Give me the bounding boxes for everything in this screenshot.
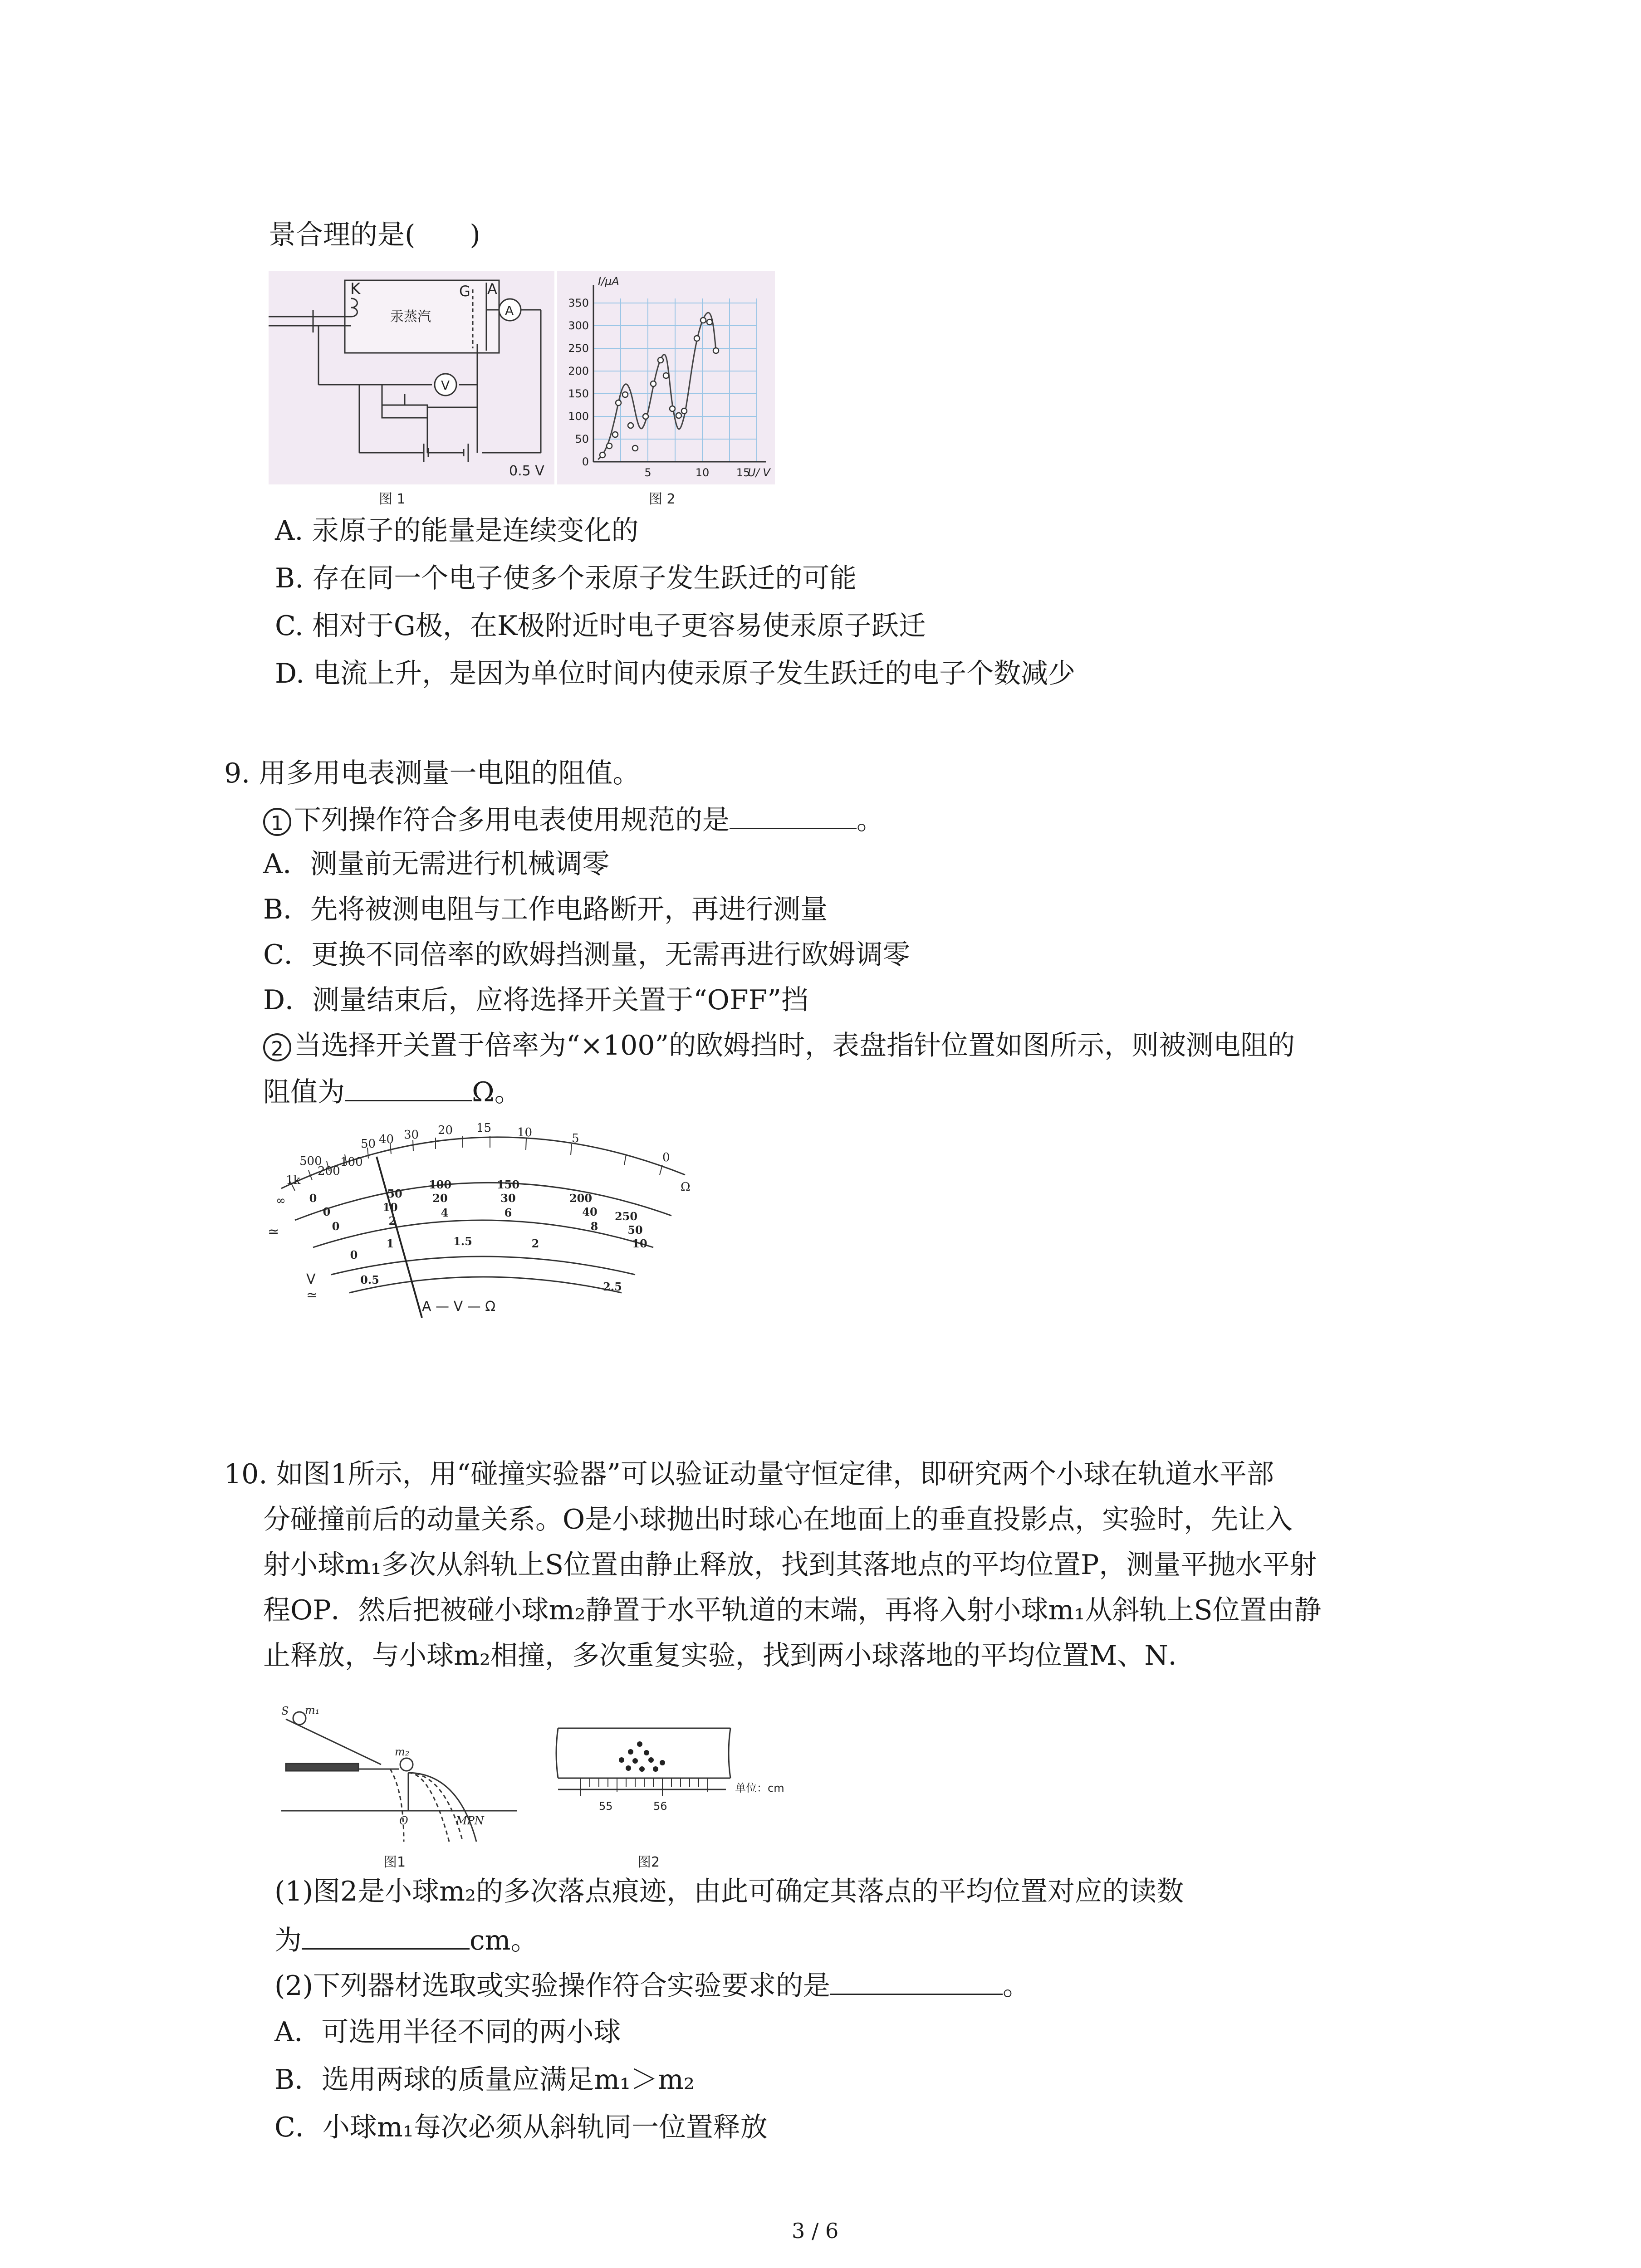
ohm-tick: 50 [361,1137,376,1151]
q9-sub2b-end: Ω。 [472,1076,522,1108]
figure-1-caption: 图 1 [379,491,406,507]
q9-sub2b-text: 阻值为 [263,1076,345,1108]
q9-option-a: A．测量前无需进行机械调零 [263,848,610,880]
option-d: D. 电流上升，是因为单位时间内使汞原子发生跃迁的电子个数减少 [275,658,1076,689]
scale1-tick: 150 [496,1178,520,1191]
ruler-56: 56 [653,1800,667,1813]
scale1-tick: 250 [614,1210,638,1223]
ammeter-icon: A [505,303,514,318]
option-b: B. 存在同一个电子使多个汞原子发生跃迁的可能 [275,562,857,594]
scale1-tick: 50 [387,1187,402,1200]
label-m1: m₁ [305,1706,320,1716]
xtick: 5 [644,466,652,479]
scale1-tick: 200 [569,1192,593,1205]
scale2-tick: 10 [382,1201,398,1214]
answer-blank-3[interactable] [302,1921,470,1950]
meter-needle [377,1157,422,1318]
label-a: A [487,280,497,298]
x-axis-label: U/ V [748,466,770,479]
answer-blank-1[interactable] [730,801,857,829]
ytick: 200 [568,365,589,377]
q10-line5: 止释放，与小球m₂相撞，多次重复实验，找到两小球落地的平均位置M、N． [263,1640,1195,1672]
scale3-tick: 10 [632,1237,647,1250]
q9-title: 9. 用多用电表测量一电阻的阻值。 [224,758,640,789]
scale4-tick: 1 [386,1237,394,1250]
q10-p2 [274,1966,1030,2004]
question-intro: 景合理的是( ) [269,219,480,251]
ohm-tick: ∞ [276,1194,286,1207]
figure-2-graph [557,271,775,484]
ohm-tick: 0 [662,1151,670,1164]
label-g: G [459,283,470,300]
ruler-55: 55 [599,1800,613,1813]
ytick: 350 [568,297,589,309]
q9-sub2b [263,1073,522,1110]
ytick: 300 [568,319,589,332]
xtick: 15 [736,466,750,479]
ytick: 250 [568,342,589,355]
scale3-tick: 2 [388,1214,397,1227]
label-m2: m₂ [395,1745,410,1758]
scale2-tick: 50 [627,1223,643,1237]
ohm-symbol: Ω [681,1180,691,1194]
q10-p1b-text: 为 [274,1925,302,1956]
q10-p1b-end: cm。 [470,1925,538,1956]
ohm-tick: 30 [404,1128,419,1142]
xtick: 10 [695,466,710,479]
scale4-tick: 0.5 [360,1273,379,1286]
q9-sub1 [263,801,884,838]
q10-p1b [274,1921,538,1959]
q10-option-a: A．可选用半径不同的两小球 [274,2016,621,2048]
ytick: 0 [582,455,589,468]
circled-2: 2 [263,1033,291,1061]
scale1-tick: 100 [428,1178,452,1191]
ohm-tick: 100 [340,1155,363,1169]
q9-option-c: C．更换不同倍率的欧姆挡测量，无需再进行欧姆调零 [263,939,910,971]
q10-figure-1 [277,1706,522,1851]
ohm-tick: 20 [438,1124,453,1137]
label-mpn: MPN [456,1814,484,1827]
q10-line3: 射小球m₁多次从斜轨上S位置由静止释放，找到其落地点的平均位置P，测量平抛水平射 [263,1549,1317,1581]
figure-1-circuit [269,271,554,484]
ytick: 150 [568,387,589,400]
option-c: C. 相对于G极，在K极附近时电子更容易使汞原子跃迁 [275,610,926,642]
label-mercury-vapor: 汞蒸汽 [390,309,431,325]
battery-label: 0.5 V [509,463,544,479]
page-number: 3 / 6 [792,2219,839,2243]
q10-option-c: C．小球m₁每次必须从斜轨同一位置释放 [274,2112,768,2143]
scale3-tick: 6 [504,1206,512,1219]
scale1-tick: 0 [309,1192,317,1205]
scale2-tick: 20 [432,1192,448,1205]
ohm-tick: 200 [318,1164,340,1178]
q9-sub1-text: 下列操作符合多用电表使用规范的是 [294,804,730,836]
scale2-tick: 0 [323,1205,331,1218]
scale3-tick: 8 [590,1220,598,1233]
scale4-tick: 1.5 [453,1235,472,1248]
option-a: A. 汞原子的能量是连续变化的 [275,515,639,547]
q10-figure-2-caption: 图2 [637,1854,660,1870]
q10-figure-2 [554,1724,808,1846]
ohm-tick: 1k [286,1173,301,1187]
scale3-tick: 0 [332,1220,340,1233]
v-symbol: V [306,1271,316,1287]
scale3-tick: 4 [441,1206,449,1219]
voltmeter-icon: V [441,378,450,393]
circled-1: 1 [263,808,291,836]
q9-sub2 [263,1027,1295,1064]
ruler-unit: 单位：cm [735,1782,784,1794]
scale4-tick: 0 [350,1248,358,1261]
q10-figure-1-caption: 图1 [383,1854,406,1870]
q10-line2: 分碰撞前后的动量关系。O是小球抛出时球心在地面上的垂直投影点，实验时，先让入 [263,1504,1293,1535]
scale2-tick: 30 [500,1192,516,1205]
y-axis-label: I/μA [598,275,619,288]
answer-blank-2[interactable] [345,1073,472,1101]
multimeter-dial [263,1111,717,1320]
scale4-tick: 2 [531,1237,539,1250]
q10-line4: 程OP．然后把被碰小球m₂静置于水平轨道的末端，再将入射小球m₁从斜轨上S位置由静 [263,1594,1322,1626]
dial-legend: A — V — Ω [422,1299,496,1315]
q9-option-b: B．先将被测电阻与工作电路断开，再进行测量 [263,894,828,925]
ohm-tick: 500 [299,1154,322,1168]
scale2-tick: 40 [582,1205,598,1218]
label-s: S [281,1706,289,1717]
scale4-tick: 2.5 [603,1280,622,1293]
ohm-tick: 15 [476,1121,492,1135]
q10-p1a: (1)图2是小球m₂的多次落点痕迹，由此可确定其落点的平均位置对应的读数 [274,1876,1184,1907]
q9-option-d: D．测量结束后，应将选择开关置于“OFF”挡 [263,984,808,1016]
ac-symbol-icon: ≃ [268,1224,279,1240]
q10-option-b: B．选用两球的质量应满足m₁＞m₂ [274,2064,695,2096]
ohm-tick: 40 [379,1133,394,1146]
ytick: 100 [568,410,589,423]
q10-line1: 10. 如图1所示，用“碰撞实验器”可以验证动量守恒定律，即研究两个小球在轨道水平部 [224,1458,1274,1490]
q10-p2-end: 。 [1003,1970,1030,2002]
ohm-tick: 10 [517,1126,533,1139]
ohm-tick: 5 [572,1132,579,1145]
q10-p2-text: (2)下列器材选取或实验操作符合实验要求的是 [274,1970,830,2002]
q9-sub2-text: 当选择开关置于倍率为“×100”的欧姆挡时，表盘指针位置如图所示，则被测电阻的 [294,1030,1295,1061]
q9-sub1-end: 。 [857,804,884,836]
label-o: O [399,1814,408,1827]
ytick: 50 [575,433,589,445]
ac-symbol-icon: ≃ [306,1287,318,1303]
answer-blank-4[interactable] [830,1966,1003,1995]
label-k: K [350,280,361,298]
figure-2-caption: 图 2 [649,491,676,507]
